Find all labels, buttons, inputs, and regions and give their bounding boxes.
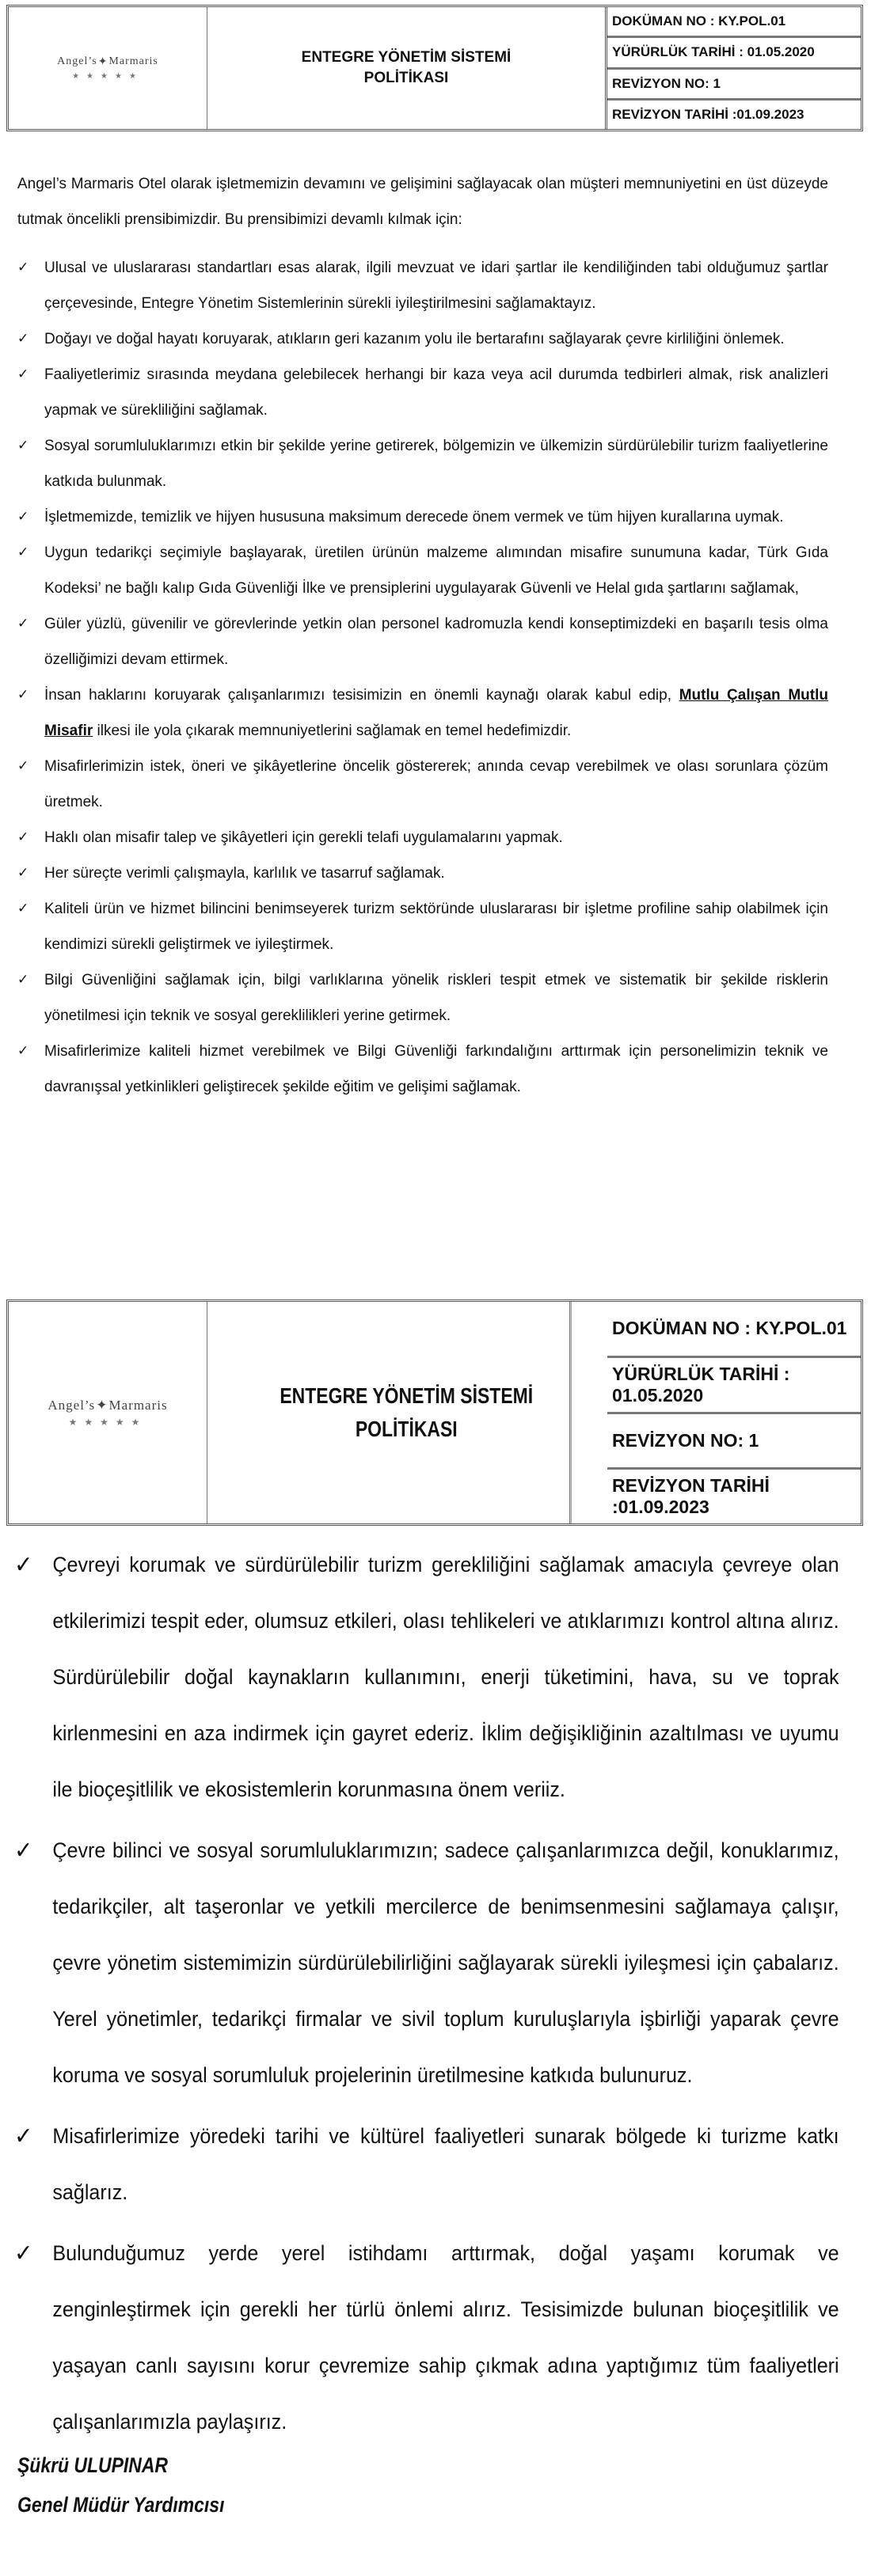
logo-word-1: Angel’s bbox=[57, 55, 97, 67]
revision-date: REVİZYON TARİHİ :01.09.2023 bbox=[607, 1468, 861, 1523]
check-icon: ✓ bbox=[17, 901, 29, 916]
list-item: ✓ Bilgi Güvenliğini sağlamak için, bilgi varlıklarına yönelik riskleri tespit etmek ve sistematik bir şekilde risklerin yönetilmesi için teknik ve sosyal gereklilikleri yerine getirmek. bbox=[17, 962, 828, 1034]
rating-stars: ★★★★★ bbox=[72, 72, 143, 81]
doc-number: DOKÜMAN NO : KY.POL.01 bbox=[607, 7, 861, 36]
list-item: ✓ Faaliyetlerimiz sırasında meydana gelebilecek herhangi bir kaza veya acil durumda tedbirleri almak, risk analizleri yapmak ve sürekliliğini sağlamak. bbox=[17, 357, 828, 428]
logo-word-2: Marmaris bbox=[108, 55, 158, 67]
effective-date: YÜRÜRLÜK TARİHİ : 01.05.2020 bbox=[607, 36, 861, 67]
list-item: ✓ Bulunduğumuz yerde yerel istihdamı arttırmak, doğal yaşamı korumak ve zenginleştirmek için gerekli her türlü önlemi alırız. Tesisimizde bulunan bioçeşitlilik ve yaşayan canlı sayısını korur çevremize sahip çıkmak adına yaptığımız tüm faaliyetleri çalışanlarımızla paylaşırız. bbox=[14, 2225, 839, 2450]
signatory-role: Genel Müdür Yardımcısı bbox=[17, 2493, 225, 2517]
list-item: ✓ Misafirlerimize yöredeki tarihi ve kültürel faaliyetleri sunarak bölgede ki turizme katkı sağlarız. bbox=[14, 2108, 839, 2221]
star-icon: ✦ bbox=[96, 1398, 108, 1413]
revision-number: REVİZYON NO: 1 bbox=[607, 68, 861, 99]
check-icon: ✓ bbox=[14, 1551, 33, 1579]
intro-paragraph: Angel’s Marmaris Otel olarak işletmemizin devamını ve gelişimini sağlayacak olan müşteri memnuniyetini en üst düzeyde tutmak öncelikli prensibimizdir. Bu prensibimizi devamlı kılmak için: bbox=[17, 176, 828, 228]
check-icon: ✓ bbox=[17, 616, 29, 632]
check-icon: ✓ bbox=[17, 829, 29, 845]
revision-date: REVİZYON TARİHİ :01.09.2023 bbox=[607, 99, 861, 129]
document-header-page-2 bbox=[6, 1299, 863, 1526]
logo-word-2: Marmaris bbox=[108, 1398, 168, 1413]
check-icon: ✓ bbox=[17, 366, 29, 382]
list-item: ✓ Misafirlerimizin istek, öneri ve şikâyetlerine öncelik göstererek; anında cevap verebilmek ve olası sorunlara çözüm üretmek. bbox=[17, 749, 828, 820]
list-item: ✓ Uygun tedarikçi seçimiyle başlayarak, üretilen ürünün malzeme alımından misafire sunumuna kadar, Türk Gıda Kodeksi’ ne bağlı kalıp Gıda Güvenliği İlke ve prensiplerini uygulayarak Güvenli ve Helal gıda şartlarını sağlamak, bbox=[17, 535, 828, 606]
list-item: ✓ Misafirlerimize kaliteli hizmet verebilmek ve Bilgi Güvenliği farkındalığını arttırmak için personelimizin teknik ve davranışsal yetkinlikleri geliştirecek şekilde eğitim ve gelişimi sağlamak. bbox=[17, 1034, 828, 1105]
motto-emphasis: Mutlu Çalışan Mutlu Misafir bbox=[44, 687, 828, 739]
document-title bbox=[243, 1302, 571, 1523]
signature-block bbox=[17, 2445, 224, 2525]
document-header bbox=[6, 5, 863, 131]
check-icon: ✓ bbox=[17, 260, 29, 275]
title-line-1: ENTEGRE YÖNETİM SİSTEMİ bbox=[280, 1383, 534, 1408]
document-title bbox=[207, 7, 607, 129]
title-line-2: POLİTİKASI bbox=[355, 1417, 458, 1441]
effective-date: YÜRÜRLÜK TARİHİ : 01.05.2020 bbox=[607, 1356, 861, 1413]
doc-number: DOKÜMAN NO : KY.POL.01 bbox=[607, 1302, 861, 1356]
check-icon: ✓ bbox=[14, 2123, 33, 2150]
list-item: ✓ Haklı olan misafir talep ve şikâyetleri için gerekli telafi uygulamalarını yapmak. bbox=[17, 820, 828, 856]
check-icon: ✓ bbox=[17, 865, 29, 881]
policy-list-page-2 bbox=[14, 1537, 839, 2455]
check-icon: ✓ bbox=[17, 438, 29, 453]
check-icon: ✓ bbox=[14, 1837, 33, 1865]
star-icon: ✦ bbox=[97, 56, 108, 68]
list-item: ✓ Ulusal ve uluslararası standartları esas alarak, ilgili mevzuat ve idari şartlar ile kendiliğinden tabi olduğumuz şartlar çerçevesinde, Entegre Yönetim Sistemlerinin sürekli iyileştirilmesini sağlamaktayız. bbox=[17, 250, 828, 321]
title-line-2: POLİTİKASI bbox=[363, 70, 449, 86]
signatory-name: Şükrü ULUPINAR bbox=[17, 2453, 168, 2477]
list-item: ✓ Sosyal sorumluluklarımızı etkin bir şekilde yerine getirerek, bölgemizin ve ülkemizin sürdürülebilir turizm faaliyetlerine katkıda bulunmak. bbox=[17, 428, 828, 499]
list-item: ✓ Çevre bilinci ve sosyal sorumluluklarımızın; sadece çalışanlarımızca değil, konuklarımız, tedarikçiler, alt taşeronlar ve yetkili mercilerce de benimsenmesini sağlamaya çalışır, çevre yönetim sistemimizin sürdürülebilirliğini sağlayarak sürekli iyileşmesi için çabalarız. Yerel yönetimler, tedarikçi firmalar ve sivil toplum kuruluşlarıyla işbirliği yaparak çevre koruma ve sosyal sorumluluk projelerinin üretilmesine katkıda bulunuruz. bbox=[14, 1823, 839, 2104]
list-item: ✓ Güler yüzlü, güvenilir ve görevlerinde yetkin olan personel kadromuzla kendi konseptimizdeki en başarılı tesis olma özelliğimizi devam ettirmek. bbox=[17, 606, 828, 677]
logo-word-1: Angel’s bbox=[48, 1398, 96, 1413]
list-item: ✓ Çevreyi korumak ve sürdürülebilir turizm gerekliliğini sağlamak amacıyla çevreye olan etkilerimizi tespit eder, olumsuz etkileri, olası tehlikeleri ve atıklarımızı kontrol altına alırız. Sürdürülebilir doğal kaynakların kullanımını, enerji tüketimini, hava, su ve toprak kirlenmesini en aza indirmek için gayret ederiz. İklim değişikliğinin azaltılması ve uyumu ile bioçeşitlilik ve ekosistemlerin korunmasına önem veriiz. bbox=[14, 1537, 839, 1818]
policy-list bbox=[17, 250, 828, 1105]
check-icon: ✓ bbox=[17, 687, 29, 703]
list-item: ✓ Her süreçte verimli çalışmayla, karlılık ve tasarruf sağlamak. bbox=[17, 856, 828, 891]
check-icon: ✓ bbox=[17, 758, 29, 774]
list-item: ✓ İşletmemizde, temizlik ve hijyen hususuna maksimum derecede önem vermek ve tüm hijyen kurallarına uymak. bbox=[17, 499, 828, 535]
check-icon: ✓ bbox=[17, 544, 29, 560]
hotel-logo bbox=[9, 1302, 207, 1523]
list-item: ✓ Doğayı ve doğal hayatı koruyarak, atıkların geri kazanım yolu ile bertarafını sağlayarak çevre kirliliğini önlemek. bbox=[17, 321, 828, 357]
check-icon: ✓ bbox=[14, 2240, 33, 2267]
list-item: ✓ İnsan haklarını koruyarak çalışanlarımızı tesisimizin en önemli kaynağı olarak kabul edip, Mutlu Çalışan Mutlu Misafir ilkesi ile yola çıkarak memnuniyetlerini sağlamak en temel hedefimizdir. bbox=[17, 677, 828, 749]
title-line-1: ENTEGRE YÖNETİM SİSTEMİ bbox=[301, 49, 512, 66]
revision-number: REVİZYON NO: 1 bbox=[607, 1413, 861, 1469]
list-item: ✓ Kaliteli ürün ve hizmet bilincini benimseyerek turizm sektöründe uluslararası bir işletme profiline sahip olabilmek için kendimizi sürekli geliştirmek ve iyileştirmek. bbox=[17, 891, 828, 962]
document-meta bbox=[607, 7, 861, 129]
check-icon: ✓ bbox=[17, 972, 29, 988]
document-meta bbox=[607, 1302, 861, 1523]
check-icon: ✓ bbox=[17, 1043, 29, 1059]
check-icon: ✓ bbox=[17, 331, 29, 347]
rating-stars: ★★★★★ bbox=[68, 1417, 147, 1428]
check-icon: ✓ bbox=[17, 509, 29, 525]
hotel-logo bbox=[9, 7, 207, 129]
